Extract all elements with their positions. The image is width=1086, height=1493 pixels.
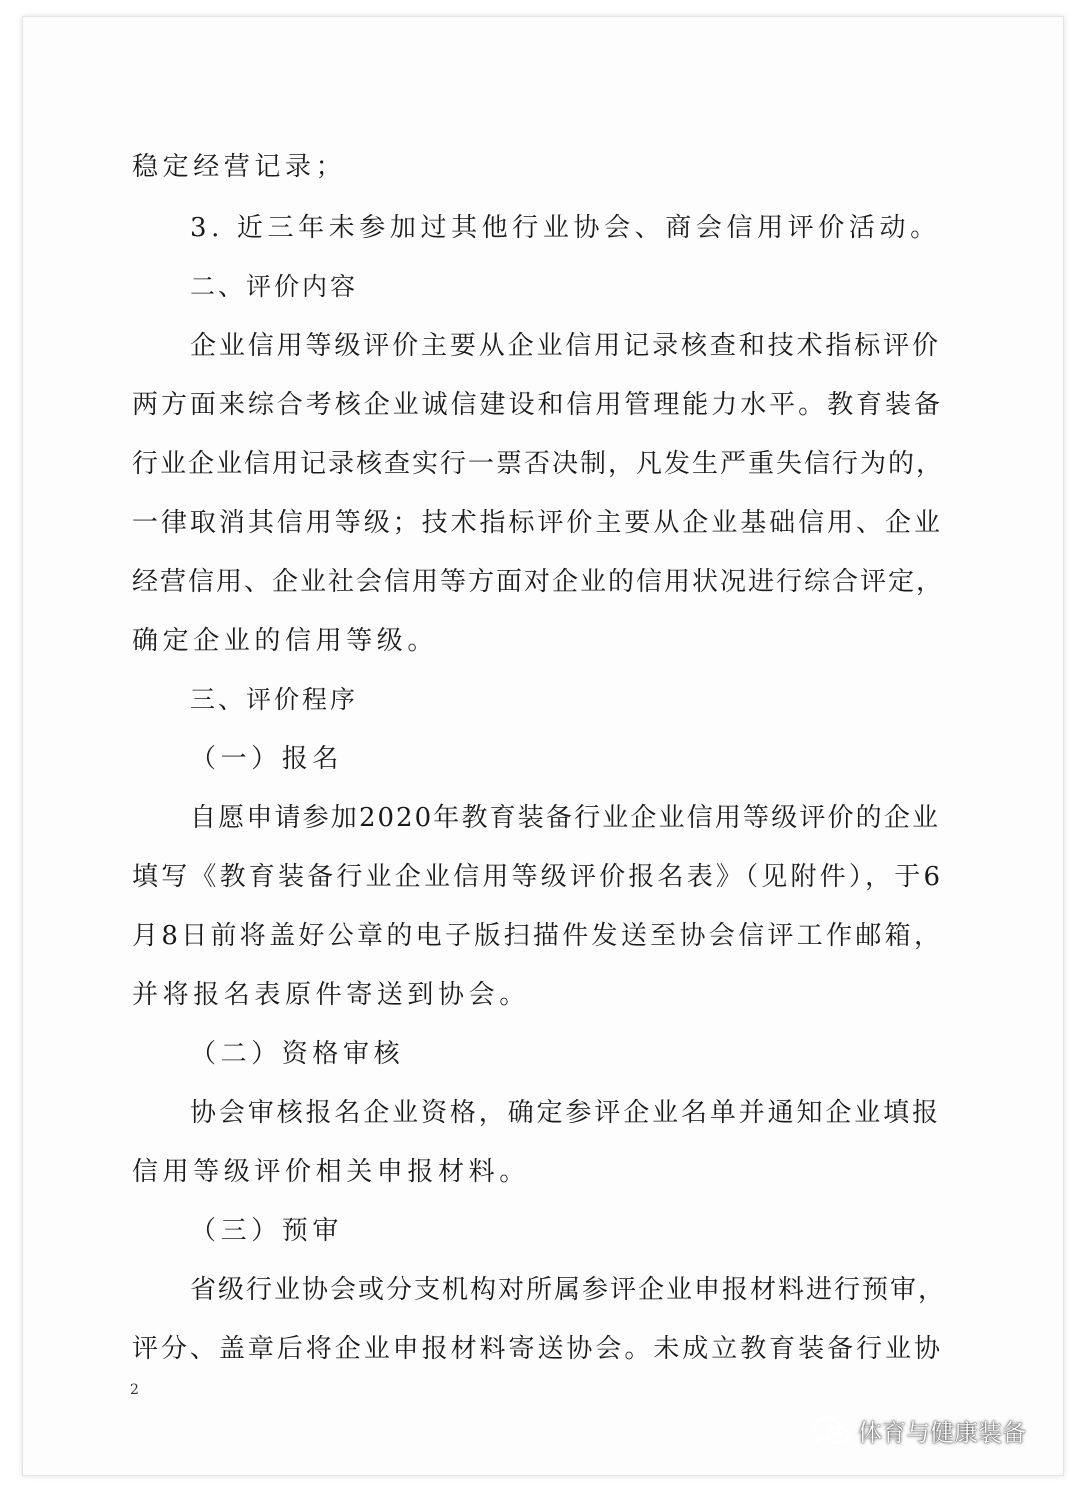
text-line: 两方面来综合考核企业诚信建设和信用管理能力水平。教育装备 (132, 390, 942, 420)
watermark-text: 体育与健康装备 (858, 1419, 1026, 1447)
wechat-icon (812, 1416, 850, 1446)
text-line: 行业企业信用记录核查实行一票否决制，凡发生严重失信行为的， (132, 449, 945, 479)
text-line: 确定企业的信用等级。 (132, 626, 439, 656)
text-line: 并将报名表原件寄送到协会。 (132, 980, 530, 1010)
section-heading: 二、评价内容 (190, 272, 359, 301)
section-heading: 三、评价程序 (190, 685, 359, 714)
text-line: 经营信用、企业社会信用等方面对企业的信用状况进行综合评定， (132, 567, 945, 597)
text-line: 填写《教育装备行业企业信用等级评价报名表》（见附件），于6 (132, 862, 942, 892)
subsection-heading: （一）报名 (190, 744, 344, 774)
text-line: 稳定经营记录； (132, 152, 347, 182)
watermark (812, 1413, 1026, 1448)
text-line: 月8日前将盖好公章的电子版扫描件发送至协会信评工作邮箱， (132, 921, 942, 951)
text-line: 企业信用等级评价主要从企业信用记录核查和技术指标评价 (190, 331, 940, 361)
text-line: 协会审核报名企业资格，确定参评企业名单并通知企业填报 (190, 1098, 940, 1128)
subsection-heading: （二）资格审核 (190, 1039, 405, 1069)
text-line: 自愿申请参加2020年教育装备行业企业信用等级评价的企业 (190, 803, 940, 833)
text-line: 信用等级评价相关申报材料。 (132, 1157, 530, 1187)
subsection-heading: （三）预审 (190, 1216, 344, 1246)
text-line: 3. 近三年未参加过其他行业协会、商会信用评价活动。 (190, 213, 941, 243)
text-line: 评分、盖章后将企业申报材料寄送协会。未成立教育装备行业协 (132, 1334, 942, 1364)
text-line: 省级行业协会或分支机构对所属参评企业申报材料进行预审， (190, 1275, 947, 1305)
page-number: 2 (130, 1382, 139, 1398)
text-line: 一律取消其信用等级；技术指标评价主要从企业基础信用、企业 (132, 508, 942, 538)
